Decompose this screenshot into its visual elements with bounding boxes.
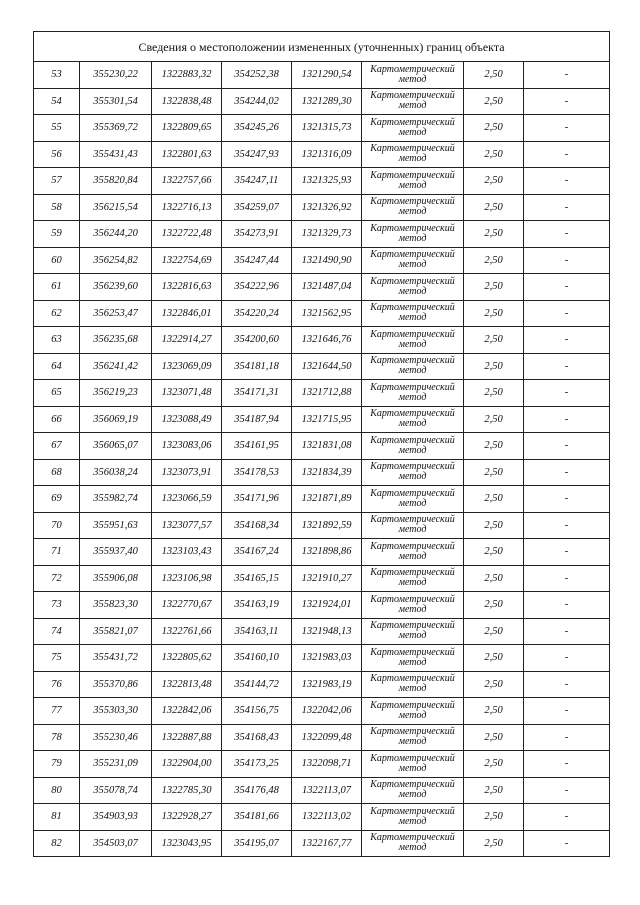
cell-method: Картометрический метод — [362, 671, 464, 698]
cell-new-y: 1321910,27 — [292, 565, 362, 592]
cell-note: - — [524, 247, 610, 274]
cell-accuracy: 2,50 — [464, 618, 524, 645]
cell-new-y: 1322113,07 — [292, 777, 362, 804]
table-row — [34, 804, 610, 831]
cell-accuracy: 2,50 — [464, 380, 524, 407]
cell-old-y: 1322809,65 — [152, 115, 222, 142]
cell-new-x: 354247,93 — [222, 141, 292, 168]
coordinates-table — [33, 31, 610, 857]
cell-new-y: 1321487,04 — [292, 274, 362, 301]
table-row — [34, 698, 610, 725]
table-row — [34, 565, 610, 592]
cell-accuracy: 2,50 — [464, 512, 524, 539]
cell-method: Картометрический метод — [362, 327, 464, 354]
table-row — [34, 671, 610, 698]
cell-point-number: 65 — [34, 380, 80, 407]
cell-method: Картометрический метод — [362, 115, 464, 142]
cell-old-x: 355820,84 — [80, 168, 152, 195]
cell-method: Картометрический метод — [362, 751, 464, 778]
cell-note: - — [524, 777, 610, 804]
cell-accuracy: 2,50 — [464, 62, 524, 89]
cell-note: - — [524, 751, 610, 778]
cell-method: Картометрический метод — [362, 724, 464, 751]
cell-point-number: 64 — [34, 353, 80, 380]
cell-point-number: 62 — [34, 300, 80, 327]
cell-old-x: 356069,19 — [80, 406, 152, 433]
cell-new-x: 354195,07 — [222, 830, 292, 857]
cell-new-x: 354144,72 — [222, 671, 292, 698]
cell-point-number: 53 — [34, 62, 80, 89]
cell-method: Картометрический метод — [362, 141, 464, 168]
table-row — [34, 353, 610, 380]
cell-new-x: 354163,11 — [222, 618, 292, 645]
cell-old-x: 355431,43 — [80, 141, 152, 168]
cell-accuracy: 2,50 — [464, 777, 524, 804]
cell-point-number: 67 — [34, 433, 80, 460]
cell-method: Картометрический метод — [362, 433, 464, 460]
table-row — [34, 777, 610, 804]
cell-note: - — [524, 327, 610, 354]
cell-old-x: 356038,24 — [80, 459, 152, 486]
cell-note: - — [524, 221, 610, 248]
cell-new-x: 354161,95 — [222, 433, 292, 460]
cell-point-number: 56 — [34, 141, 80, 168]
cell-note: - — [524, 671, 610, 698]
cell-accuracy: 2,50 — [464, 724, 524, 751]
cell-old-x: 355369,72 — [80, 115, 152, 142]
cell-accuracy: 2,50 — [464, 459, 524, 486]
table-row — [34, 168, 610, 195]
table-row — [34, 62, 610, 89]
cell-old-y: 1323083,06 — [152, 433, 222, 460]
cell-new-y: 1322098,71 — [292, 751, 362, 778]
cell-new-x: 354176,48 — [222, 777, 292, 804]
cell-accuracy: 2,50 — [464, 804, 524, 831]
cell-new-y: 1321315,73 — [292, 115, 362, 142]
cell-accuracy: 2,50 — [464, 300, 524, 327]
cell-note: - — [524, 645, 610, 672]
table-row — [34, 327, 610, 354]
cell-point-number: 54 — [34, 88, 80, 115]
cell-old-x: 356253,47 — [80, 300, 152, 327]
cell-method: Картометрический метод — [362, 247, 464, 274]
cell-new-x: 354168,43 — [222, 724, 292, 751]
cell-point-number: 81 — [34, 804, 80, 831]
cell-new-y: 1321290,54 — [292, 62, 362, 89]
cell-accuracy: 2,50 — [464, 168, 524, 195]
cell-accuracy: 2,50 — [464, 274, 524, 301]
table-row — [34, 618, 610, 645]
cell-new-x: 354247,44 — [222, 247, 292, 274]
cell-old-y: 1323069,09 — [152, 353, 222, 380]
cell-old-y: 1322761,66 — [152, 618, 222, 645]
cell-accuracy: 2,50 — [464, 565, 524, 592]
cell-method: Картометрический метод — [362, 698, 464, 725]
cell-note: - — [524, 539, 610, 566]
table-row — [34, 141, 610, 168]
cell-accuracy: 2,50 — [464, 830, 524, 857]
cell-point-number: 76 — [34, 671, 80, 698]
cell-method: Картометрический метод — [362, 459, 464, 486]
cell-new-x: 354163,19 — [222, 592, 292, 619]
cell-note: - — [524, 300, 610, 327]
cell-new-x: 354259,07 — [222, 194, 292, 221]
cell-new-x: 354168,34 — [222, 512, 292, 539]
cell-old-y: 1322722,48 — [152, 221, 222, 248]
cell-point-number: 57 — [34, 168, 80, 195]
cell-old-x: 355431,72 — [80, 645, 152, 672]
cell-method: Картометрический метод — [362, 221, 464, 248]
table-row — [34, 380, 610, 407]
table-row — [34, 274, 610, 301]
cell-new-x: 354273,91 — [222, 221, 292, 248]
table-row — [34, 88, 610, 115]
cell-accuracy: 2,50 — [464, 592, 524, 619]
cell-old-y: 1322770,67 — [152, 592, 222, 619]
cell-accuracy: 2,50 — [464, 247, 524, 274]
cell-method: Картометрический метод — [362, 62, 464, 89]
cell-point-number: 77 — [34, 698, 80, 725]
cell-new-y: 1321562,95 — [292, 300, 362, 327]
cell-old-x: 355370,86 — [80, 671, 152, 698]
cell-old-y: 1322813,48 — [152, 671, 222, 698]
cell-old-y: 1323106,98 — [152, 565, 222, 592]
cell-old-y: 1322883,32 — [152, 62, 222, 89]
table-row — [34, 486, 610, 513]
cell-old-y: 1322846,01 — [152, 300, 222, 327]
cell-method: Картометрический метод — [362, 194, 464, 221]
cell-accuracy: 2,50 — [464, 698, 524, 725]
table-row — [34, 830, 610, 857]
cell-new-x: 354160,10 — [222, 645, 292, 672]
document-page — [33, 31, 609, 857]
cell-accuracy: 2,50 — [464, 751, 524, 778]
cell-accuracy: 2,50 — [464, 194, 524, 221]
cell-point-number: 82 — [34, 830, 80, 857]
cell-new-x: 354165,15 — [222, 565, 292, 592]
cell-point-number: 69 — [34, 486, 80, 513]
cell-old-y: 1323077,57 — [152, 512, 222, 539]
cell-old-y: 1322805,62 — [152, 645, 222, 672]
cell-old-x: 355230,22 — [80, 62, 152, 89]
cell-new-y: 1321831,08 — [292, 433, 362, 460]
cell-old-y: 1322785,30 — [152, 777, 222, 804]
cell-old-x: 355303,30 — [80, 698, 152, 725]
cell-new-y: 1321983,03 — [292, 645, 362, 672]
cell-note: - — [524, 698, 610, 725]
cell-point-number: 73 — [34, 592, 80, 619]
table-row — [34, 406, 610, 433]
cell-accuracy: 2,50 — [464, 486, 524, 513]
cell-note: - — [524, 830, 610, 857]
cell-method: Картометрический метод — [362, 88, 464, 115]
cell-new-y: 1321948,13 — [292, 618, 362, 645]
cell-method: Картометрический метод — [362, 565, 464, 592]
cell-old-x: 355951,63 — [80, 512, 152, 539]
cell-new-x: 354167,24 — [222, 539, 292, 566]
cell-new-y: 1321646,76 — [292, 327, 362, 354]
cell-new-y: 1321490,90 — [292, 247, 362, 274]
table-body — [34, 62, 610, 857]
cell-accuracy: 2,50 — [464, 671, 524, 698]
cell-accuracy: 2,50 — [464, 221, 524, 248]
cell-new-x: 354181,66 — [222, 804, 292, 831]
cell-new-y: 1322167,77 — [292, 830, 362, 857]
cell-point-number: 78 — [34, 724, 80, 751]
cell-accuracy: 2,50 — [464, 115, 524, 142]
cell-old-x: 355906,08 — [80, 565, 152, 592]
table-row — [34, 115, 610, 142]
cell-method: Картометрический метод — [362, 539, 464, 566]
cell-new-x: 354200,60 — [222, 327, 292, 354]
cell-old-x: 356239,60 — [80, 274, 152, 301]
cell-old-x: 356241,42 — [80, 353, 152, 380]
cell-old-y: 1323071,48 — [152, 380, 222, 407]
cell-new-y: 1322099,48 — [292, 724, 362, 751]
cell-note: - — [524, 274, 610, 301]
cell-new-y: 1321834,39 — [292, 459, 362, 486]
cell-old-x: 355937,40 — [80, 539, 152, 566]
cell-old-y: 1322842,06 — [152, 698, 222, 725]
cell-point-number: 74 — [34, 618, 80, 645]
cell-old-x: 354503,07 — [80, 830, 152, 857]
cell-new-y: 1321316,09 — [292, 141, 362, 168]
cell-method: Картометрический метод — [362, 274, 464, 301]
cell-old-x: 356244,20 — [80, 221, 152, 248]
table-header-row — [34, 32, 610, 62]
cell-old-y: 1322716,13 — [152, 194, 222, 221]
cell-new-x: 354252,38 — [222, 62, 292, 89]
cell-accuracy: 2,50 — [464, 141, 524, 168]
cell-method: Картометрический метод — [362, 592, 464, 619]
cell-old-y: 1322914,27 — [152, 327, 222, 354]
cell-new-y: 1322042,06 — [292, 698, 362, 725]
cell-new-x: 354222,96 — [222, 274, 292, 301]
cell-note: - — [524, 512, 610, 539]
cell-old-y: 1323103,43 — [152, 539, 222, 566]
cell-method: Картометрический метод — [362, 406, 464, 433]
cell-point-number: 59 — [34, 221, 80, 248]
cell-accuracy: 2,50 — [464, 433, 524, 460]
cell-note: - — [524, 115, 610, 142]
cell-new-x: 354178,53 — [222, 459, 292, 486]
cell-accuracy: 2,50 — [464, 353, 524, 380]
table-row — [34, 221, 610, 248]
cell-note: - — [524, 168, 610, 195]
cell-accuracy: 2,50 — [464, 88, 524, 115]
cell-old-x: 355823,30 — [80, 592, 152, 619]
cell-point-number: 79 — [34, 751, 80, 778]
cell-method: Картометрический метод — [362, 777, 464, 804]
cell-new-y: 1321898,86 — [292, 539, 362, 566]
cell-old-y: 1323088,49 — [152, 406, 222, 433]
cell-point-number: 60 — [34, 247, 80, 274]
cell-old-x: 354903,93 — [80, 804, 152, 831]
cell-new-y: 1321289,30 — [292, 88, 362, 115]
cell-method: Картометрический метод — [362, 486, 464, 513]
cell-old-y: 1322904,00 — [152, 751, 222, 778]
cell-new-y: 1322113,02 — [292, 804, 362, 831]
cell-old-x: 355301,54 — [80, 88, 152, 115]
cell-point-number: 61 — [34, 274, 80, 301]
cell-old-x: 355230,46 — [80, 724, 152, 751]
table-row — [34, 751, 610, 778]
cell-point-number: 63 — [34, 327, 80, 354]
cell-point-number: 80 — [34, 777, 80, 804]
cell-note: - — [524, 592, 610, 619]
cell-old-y: 1323043,95 — [152, 830, 222, 857]
cell-note: - — [524, 62, 610, 89]
cell-point-number: 58 — [34, 194, 80, 221]
cell-point-number: 72 — [34, 565, 80, 592]
cell-note: - — [524, 804, 610, 831]
cell-new-y: 1321871,89 — [292, 486, 362, 513]
table-row — [34, 512, 610, 539]
cell-point-number: 66 — [34, 406, 80, 433]
cell-method: Картометрический метод — [362, 645, 464, 672]
table-row — [34, 592, 610, 619]
cell-old-y: 1323073,91 — [152, 459, 222, 486]
cell-note: - — [524, 380, 610, 407]
cell-new-x: 354181,18 — [222, 353, 292, 380]
cell-old-x: 356065,07 — [80, 433, 152, 460]
cell-method: Картометрический метод — [362, 618, 464, 645]
cell-new-y: 1321892,59 — [292, 512, 362, 539]
cell-old-y: 1322928,27 — [152, 804, 222, 831]
cell-note: - — [524, 459, 610, 486]
cell-new-y: 1321712,88 — [292, 380, 362, 407]
cell-old-x: 356219,23 — [80, 380, 152, 407]
cell-accuracy: 2,50 — [464, 327, 524, 354]
cell-method: Картометрический метод — [362, 168, 464, 195]
table-title: Сведения о местоположении измененных (уточненных) границ объекта — [34, 32, 610, 62]
cell-accuracy: 2,50 — [464, 539, 524, 566]
table-row — [34, 433, 610, 460]
cell-method: Картометрический метод — [362, 353, 464, 380]
cell-note: - — [524, 565, 610, 592]
cell-point-number: 70 — [34, 512, 80, 539]
table-row — [34, 300, 610, 327]
cell-new-y: 1321329,73 — [292, 221, 362, 248]
cell-new-x: 354245,26 — [222, 115, 292, 142]
cell-old-y: 1322801,63 — [152, 141, 222, 168]
cell-old-y: 1322754,69 — [152, 247, 222, 274]
table-row — [34, 194, 610, 221]
cell-method: Картометрический метод — [362, 512, 464, 539]
cell-new-y: 1321325,93 — [292, 168, 362, 195]
cell-note: - — [524, 194, 610, 221]
cell-old-x: 355821,07 — [80, 618, 152, 645]
cell-new-x: 354171,31 — [222, 380, 292, 407]
table-row — [34, 247, 610, 274]
cell-point-number: 68 — [34, 459, 80, 486]
cell-old-x: 355982,74 — [80, 486, 152, 513]
cell-method: Картометрический метод — [362, 380, 464, 407]
cell-old-y: 1323066,59 — [152, 486, 222, 513]
cell-new-x: 354171,96 — [222, 486, 292, 513]
cell-new-y: 1321715,95 — [292, 406, 362, 433]
cell-accuracy: 2,50 — [464, 645, 524, 672]
cell-new-y: 1321983,19 — [292, 671, 362, 698]
cell-note: - — [524, 406, 610, 433]
cell-new-x: 354173,25 — [222, 751, 292, 778]
cell-new-y: 1321644,50 — [292, 353, 362, 380]
cell-old-x: 356215,54 — [80, 194, 152, 221]
cell-method: Картометрический метод — [362, 300, 464, 327]
cell-note: - — [524, 724, 610, 751]
cell-new-x: 354220,24 — [222, 300, 292, 327]
table-row — [34, 539, 610, 566]
cell-old-y: 1322887,88 — [152, 724, 222, 751]
cell-new-x: 354247,11 — [222, 168, 292, 195]
cell-note: - — [524, 486, 610, 513]
cell-new-y: 1321924,01 — [292, 592, 362, 619]
table-row — [34, 459, 610, 486]
cell-new-x: 354156,75 — [222, 698, 292, 725]
cell-old-x: 355078,74 — [80, 777, 152, 804]
cell-old-y: 1322757,66 — [152, 168, 222, 195]
table-row — [34, 645, 610, 672]
cell-note: - — [524, 618, 610, 645]
cell-old-y: 1322838,48 — [152, 88, 222, 115]
cell-note: - — [524, 141, 610, 168]
cell-point-number: 75 — [34, 645, 80, 672]
cell-old-x: 356254,82 — [80, 247, 152, 274]
table-row — [34, 724, 610, 751]
cell-old-x: 356235,68 — [80, 327, 152, 354]
cell-point-number: 71 — [34, 539, 80, 566]
cell-new-x: 354244,02 — [222, 88, 292, 115]
cell-note: - — [524, 433, 610, 460]
cell-old-x: 355231,09 — [80, 751, 152, 778]
cell-new-y: 1321326,92 — [292, 194, 362, 221]
cell-accuracy: 2,50 — [464, 406, 524, 433]
cell-note: - — [524, 353, 610, 380]
cell-new-x: 354187,94 — [222, 406, 292, 433]
cell-old-y: 1322816,63 — [152, 274, 222, 301]
cell-note: - — [524, 88, 610, 115]
cell-point-number: 55 — [34, 115, 80, 142]
cell-method: Картометрический метод — [362, 830, 464, 857]
cell-method: Картометрический метод — [362, 804, 464, 831]
